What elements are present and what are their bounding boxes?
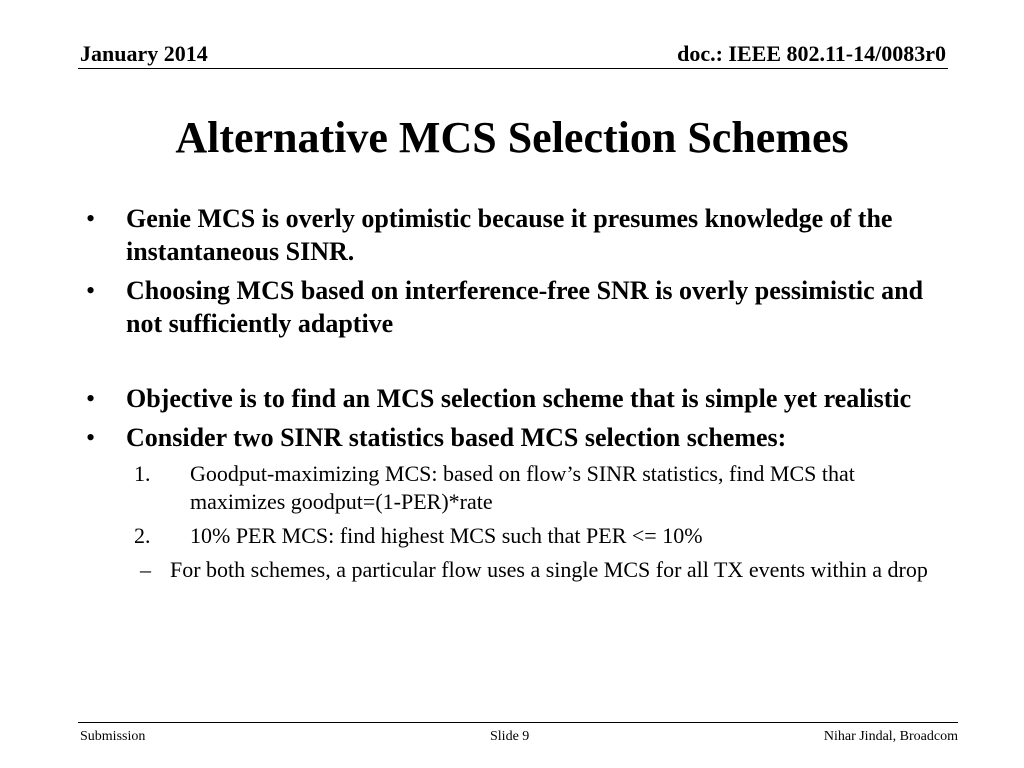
sub-list-marker: 1. xyxy=(134,461,151,486)
bullet-item xyxy=(84,274,944,340)
bullet-item xyxy=(84,382,944,415)
slide-content xyxy=(84,202,944,590)
sub-list-marker: – xyxy=(140,557,151,582)
sub-list-item xyxy=(84,460,944,516)
footer-author: Nihar Jindal, Broadcom xyxy=(823,729,958,744)
footer-divider xyxy=(78,722,958,723)
sub-list-text: For both schemes, a particular flow uses a single MCS for all TX events within a drop xyxy=(170,557,928,582)
bullet-text: Choosing MCS based on interference-free SNR is overly pessimistic and not sufficiently adaptive xyxy=(126,276,924,338)
bullet-marker: • xyxy=(86,423,96,452)
sub-list-item xyxy=(84,522,944,550)
bullet-text: Consider two SINR statistics based MCS selection schemes: xyxy=(126,423,787,452)
sub-list-item xyxy=(84,556,944,584)
bullet-marker: • xyxy=(86,276,96,305)
sub-list-text: Goodput-maximizing MCS: based on flow’s SINR statistics, find MCS that maximizes goodput=(1-PER)*rate xyxy=(190,461,855,514)
slide-title: Alternative MCS Selection Schemes xyxy=(175,113,849,162)
bullet-item xyxy=(84,202,944,268)
header-divider xyxy=(78,68,948,69)
header-doc-id: doc.: IEEE 802.11-14/0083r0 xyxy=(677,41,946,66)
sub-list-text: 10% PER MCS: find highest MCS such that PER <= 10% xyxy=(190,523,703,548)
bullet-text: Objective is to find an MCS selection scheme that is simple yet realistic xyxy=(126,384,912,413)
footer-slide-number: Slide 9 xyxy=(490,729,530,744)
bullet-marker: • xyxy=(86,384,96,413)
spacer xyxy=(84,346,944,382)
header-date: January 2014 xyxy=(80,41,208,66)
bullet-marker: • xyxy=(86,204,96,233)
sub-list-marker: 2. xyxy=(134,523,151,548)
footer-submission: Submission xyxy=(80,729,146,744)
bullet-item xyxy=(84,421,944,454)
bullet-text: Genie MCS is overly optimistic because it presumes knowledge of the instantaneous SINR. xyxy=(126,204,893,266)
